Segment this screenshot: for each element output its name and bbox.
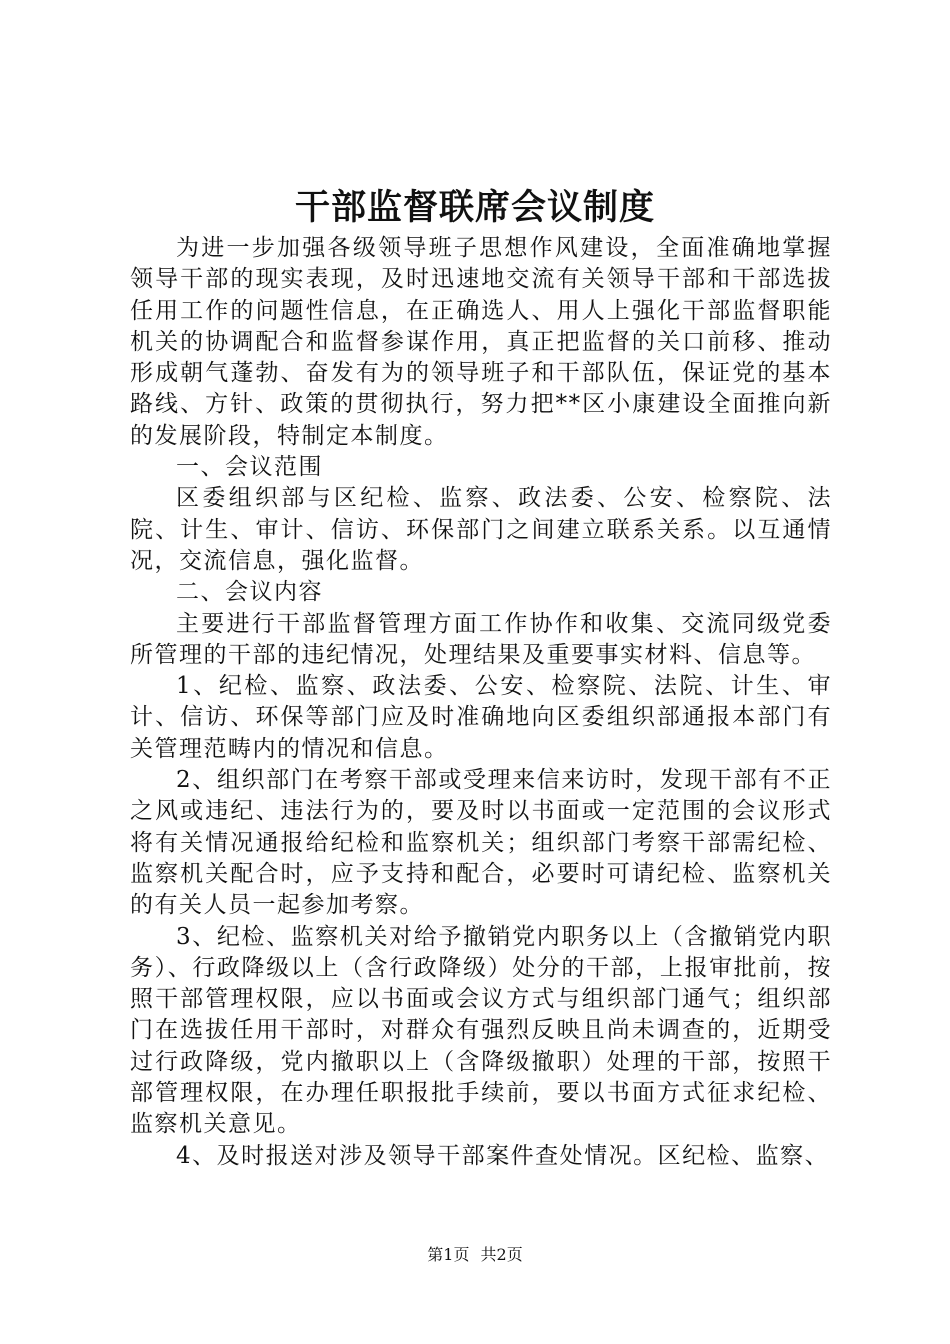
scope-paragraph: 区委组织部与区纪检、监察、政法委、公安、检察院、法院、计生、审计、信访、环保部门之间建立联系关系。以互通情况，交流信息，强化监督。 — [130, 485, 832, 574]
item-paragraph-3: 3、纪检、监察机关对给予撤销党内职务以上（含撤销党内职务）、行政降级以上（含行政降级）处分的干部，上报审批前，按照干部管理权限，应以书面或会议方式与组织部门通气；组织部门在选拔任用干部时，对群众有强烈反映且尚未调查的，近期受过行政降级，党内撤职以上（含降级撤职）处理的干部，按照干部管理权限，在办理任职报批手续前，要以书面方式征求纪检、监察机关意见。 — [130, 923, 832, 1138]
page-number: 第1页 — [427, 1245, 470, 1264]
item-paragraph-1: 1、纪检、监察、政法委、公安、检察院、法院、计生、审计、信访、环保等部门应及时准确地向区委组织部通报本部门有关管理范畴内的情况和信息。 — [130, 673, 832, 762]
item-paragraph-4: 4、及时报送对涉及领导干部案件查处情况。区纪检、监察、 — [176, 1142, 830, 1169]
page-total: 共2页 — [480, 1245, 523, 1264]
document-title: 干部监督联席会议制度 — [294, 187, 655, 228]
page-footer — [0, 1244, 950, 1266]
section-heading-content: 二、会议内容 — [176, 579, 323, 606]
document-body — [130, 233, 832, 1172]
intro-paragraph: 为进一步加强各级领导班子思想作风建设，全面准确地掌握领导干部的现实表现，及时迅速地交流有关领导干部和干部选拔任用工作的问题性信息，在正确选人、用人上强化干部监督职能机关的协调配合和监督参谋作用，真正把监督的关口前移、推动形成朝气蓬勃、奋发有为的领导班子和干部队伍，保证党的基本路线、方针、政策的贯彻执行，努力把**区小康建设全面推向新的发展阶段，特制定本制度。 — [130, 235, 832, 449]
content-paragraph: 主要进行干部监督管理方面工作协作和收集、交流同级党委所管理的干部的违纪情况，处理结果及重要事实材料、信息等。 — [130, 610, 832, 668]
item-paragraph-2: 2、组织部门在考察干部或受理来信来访时，发现干部有不正之风或违纪、违法行为的，要及时以书面或一定范围的会议形式将有关情况通报给纪检和监察机关；组织部门考察干部需纪检、监察机关配合时，应予支持和配合，必要时可请纪检、监察机关的有关人员一起参加考察。 — [130, 767, 832, 919]
section-heading-scope: 一、会议范围 — [176, 454, 323, 481]
